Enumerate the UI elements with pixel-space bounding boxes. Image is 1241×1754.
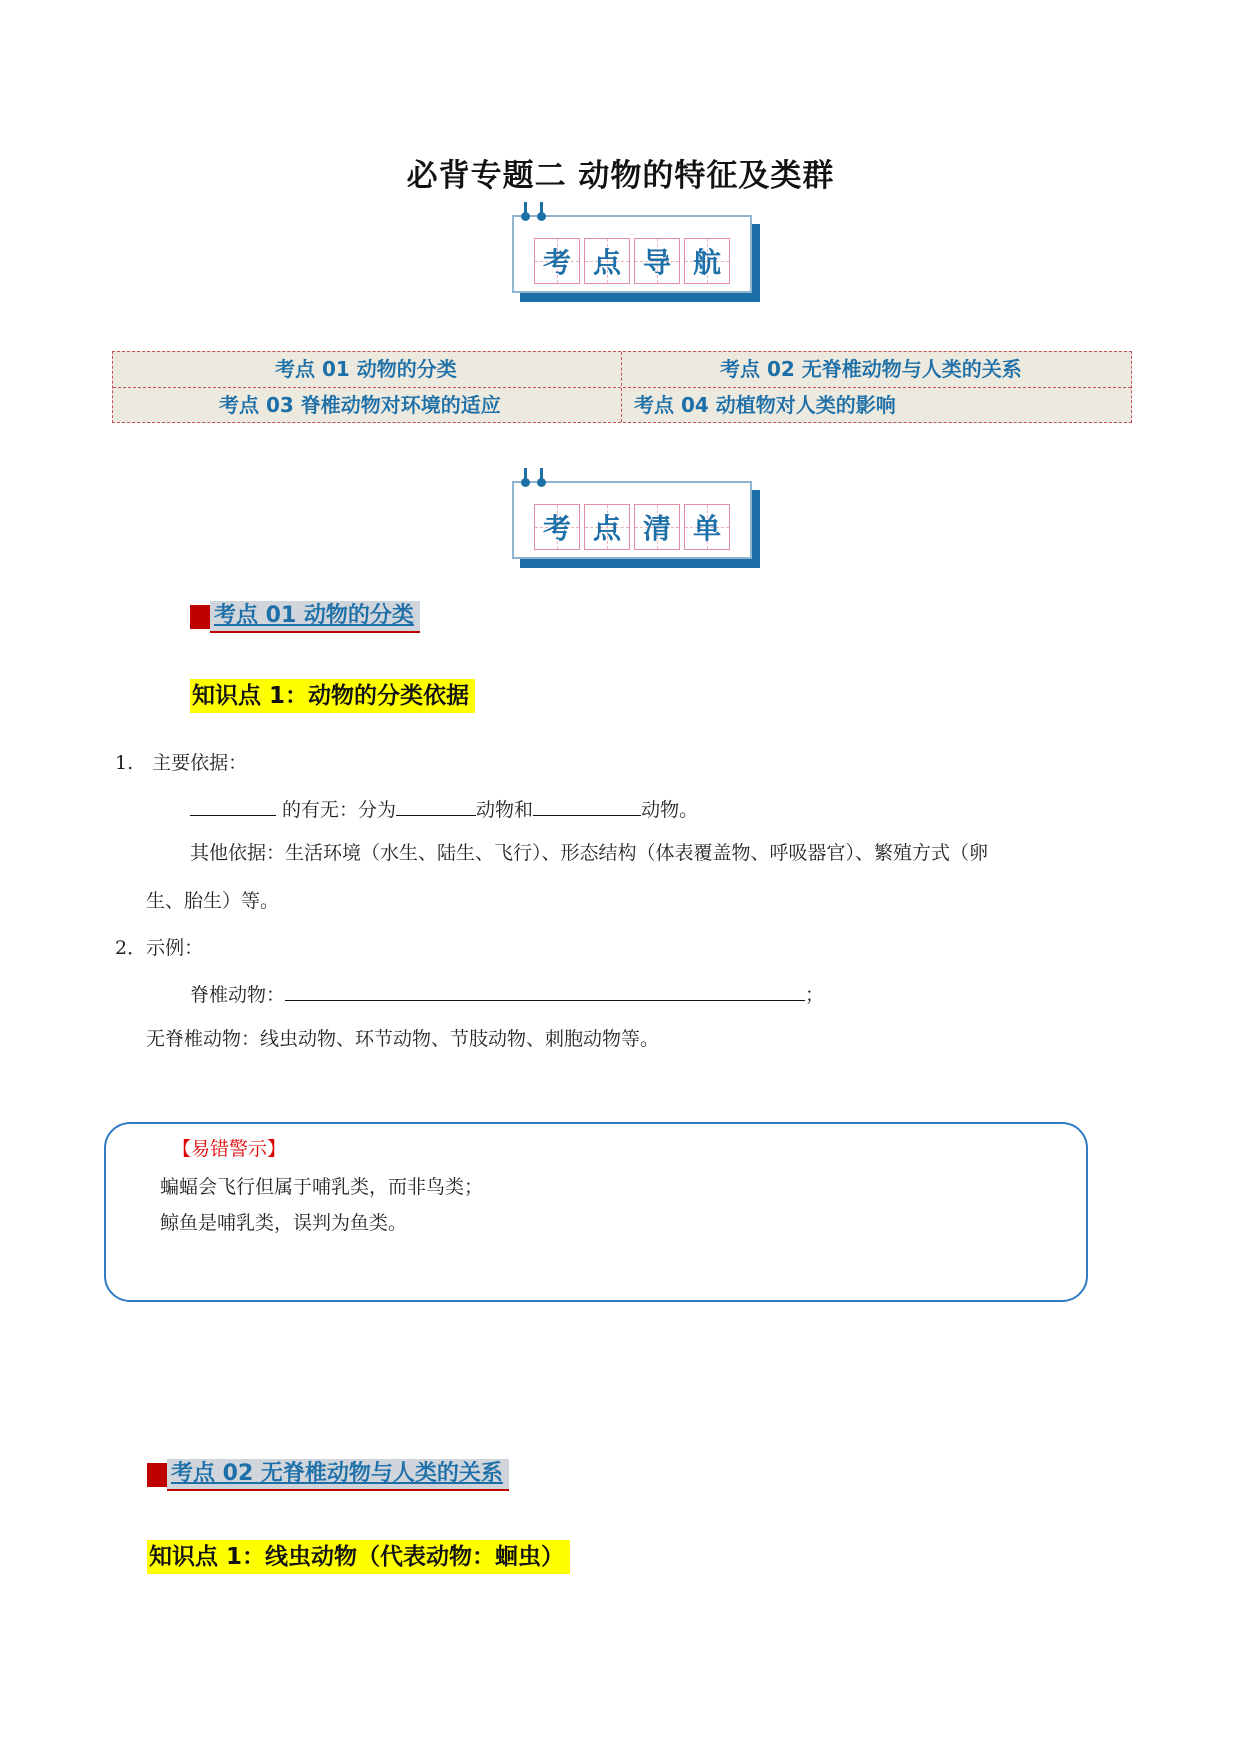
binder-ring-icon — [522, 202, 530, 222]
binder-ring-icon — [522, 468, 530, 488]
knowledge-point-heading: 知识点 1：动物的分类依据 — [190, 679, 475, 713]
banner-checklist — [512, 481, 758, 565]
blank-field[interactable] — [190, 795, 276, 816]
topic-nav-table — [112, 351, 1132, 423]
text-segment: 的有无：分为 — [276, 799, 397, 821]
nav-link-topic-02[interactable]: 考点 02 无脊椎动物与人类的关系 — [720, 357, 1022, 381]
warning-line: 蝙蝠会飞行但属于哺乳类，而非鸟类； — [160, 1176, 484, 1198]
banner-char: 考 — [534, 238, 580, 284]
other-criteria-text-cont: 生、胎生）等。 — [146, 890, 280, 912]
nav-link-topic-03[interactable]: 考点 03 脊椎动物对环境的适应 — [219, 393, 501, 417]
banner-card — [512, 481, 752, 559]
blank-field[interactable] — [533, 795, 641, 816]
section-heading-text: 考点 01 动物的分类 — [210, 601, 420, 633]
item-2-label: 2．示例： — [115, 937, 204, 959]
invertebrate-line: 无脊椎动物：线虫动物、环节动物、节肢动物、刺胞动物等。 — [146, 1028, 660, 1050]
text-segment: 脊椎动物： — [190, 984, 286, 1006]
nav-link-topic-04[interactable]: 考点 04 动植物对人类的影响 — [634, 393, 896, 417]
banner-char: 点 — [584, 504, 630, 550]
text-segment: ； — [805, 984, 825, 1006]
banner-char: 点 — [584, 238, 630, 284]
knowledge-point-heading: 知识点 1：线虫动物（代表动物：蛔虫） — [147, 1540, 570, 1574]
vertebrate-line — [190, 980, 824, 1008]
banner-navigation — [512, 215, 758, 299]
banner-char: 清 — [634, 504, 680, 550]
red-square-icon — [147, 1463, 167, 1487]
binder-ring-icon — [538, 202, 546, 222]
warning-title: 【易错警示】 — [172, 1138, 287, 1160]
page-title: 必背专题二 动物的特征及类群 — [406, 158, 835, 194]
banner-char: 导 — [634, 238, 680, 284]
warning-line: 鲸鱼是哺乳类，误判为鱼类。 — [160, 1212, 408, 1234]
section-heading-text: 考点 02 无脊椎动物与人类的关系 — [167, 1459, 509, 1491]
banner-char: 航 — [684, 238, 730, 284]
section-heading-01 — [190, 600, 420, 634]
section-heading-02 — [147, 1458, 509, 1492]
text-segment: 动物。 — [641, 799, 699, 821]
item-1-label: 1. 主要依据： — [115, 752, 248, 774]
other-criteria-text: 其他依据：生活环境（水生、陆生、飞行）、形态结构（体表覆盖物、呼吸器官）、繁殖方式（卵 — [190, 842, 989, 864]
banner-char: 考 — [534, 504, 580, 550]
red-square-icon — [190, 605, 210, 629]
nav-link-topic-01[interactable]: 考点 01 动物的分类 — [275, 357, 457, 381]
fill-in-line-1 — [190, 795, 698, 823]
banner-card — [512, 215, 752, 293]
blank-field[interactable] — [285, 980, 805, 1001]
banner-char: 单 — [684, 504, 730, 550]
binder-ring-icon — [538, 468, 546, 488]
blank-field[interactable] — [396, 795, 476, 816]
text-segment: 动物和 — [476, 799, 534, 821]
